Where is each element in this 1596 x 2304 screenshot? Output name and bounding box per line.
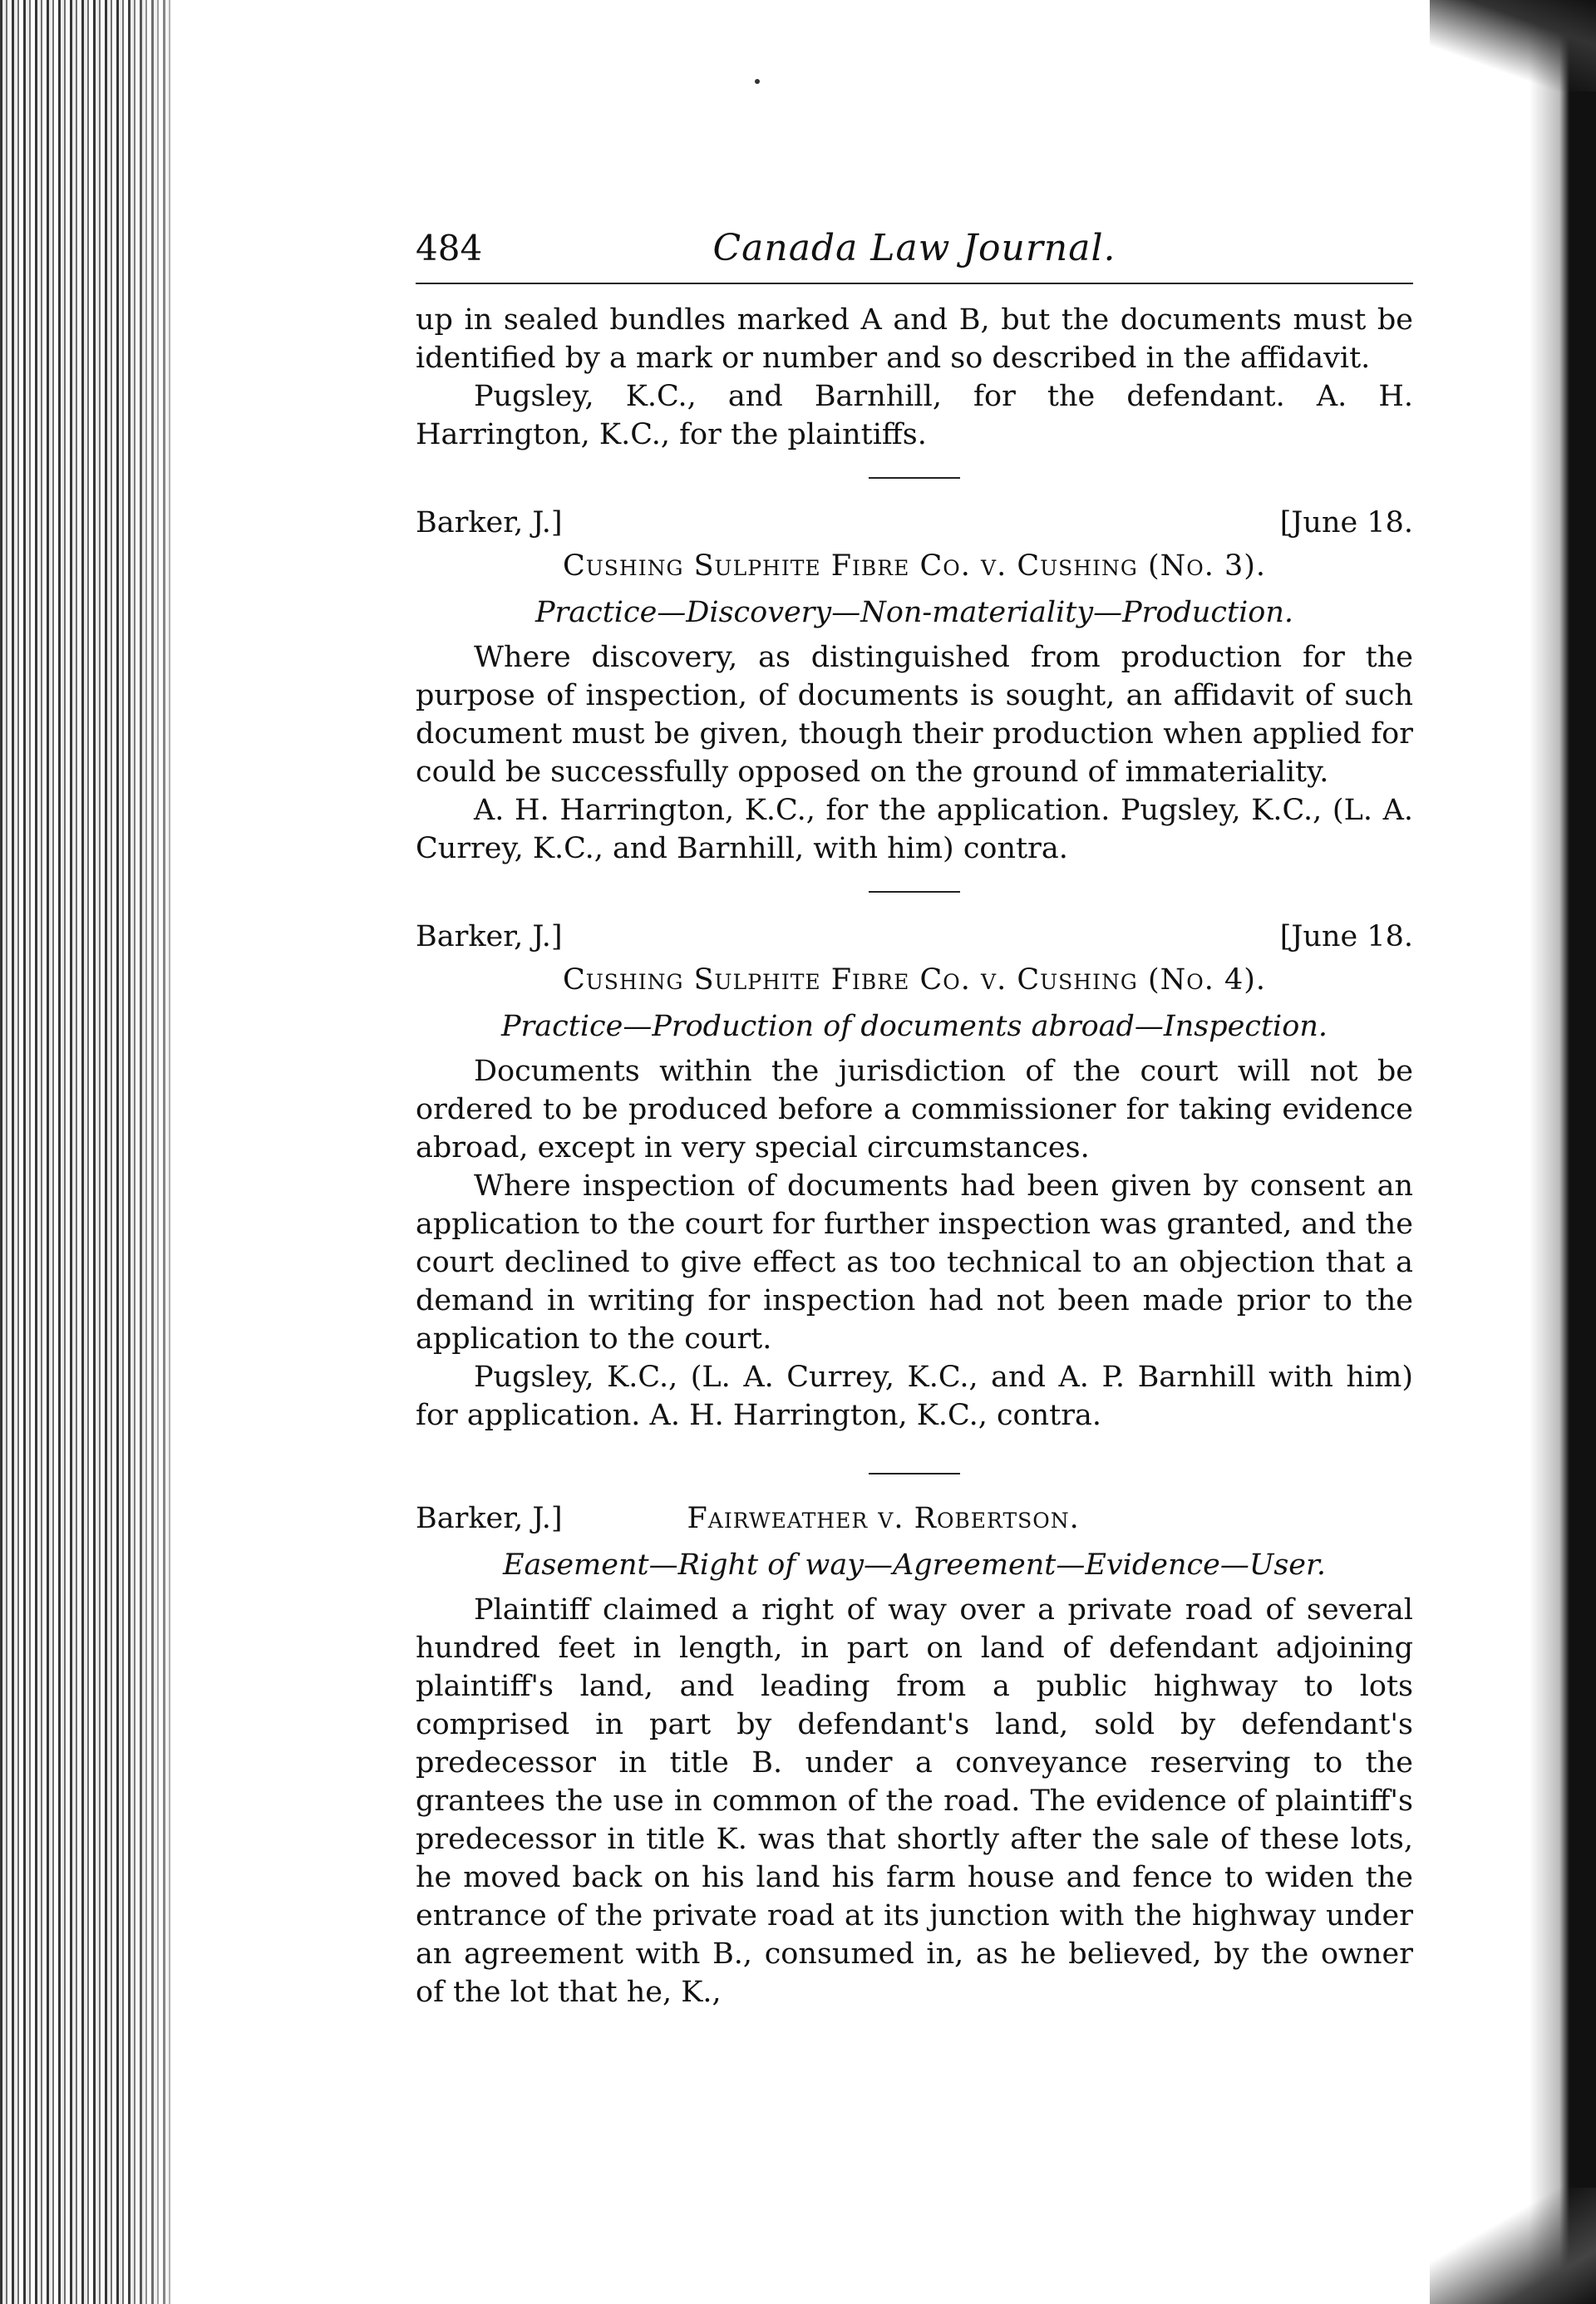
headnote-paragraph: Where inspection of documents had been given by consent an application to the court for further inspection was granted, and the court declined to give effect as too technical to an objection that a demand in writing for inspection had not been made prior to the application to the court. [416, 1169, 1413, 1356]
binding-shadow [125, 0, 224, 2304]
headnote-keywords: Easement—Right of way—Agreement—Evidence—User. [502, 1548, 1327, 1582]
judge-line [416, 918, 1413, 956]
section-rule [869, 477, 960, 479]
case-title: Cushing Sulphite Fibre Co. v. Cushing (No. 4). [562, 963, 1267, 997]
headnote-paragraph: Documents within the jurisdiction of the court will not be ordered to be produced before a commissioner for taking evidence abroad, except in very special circumstances. [416, 1055, 1413, 1164]
running-title: Canada Law Journal. [712, 227, 1116, 269]
case-title: Fairweather v. Robertson. [687, 1502, 1080, 1535]
counsel-line: Pugsley, K.C., and Barnhill, for the defendant. A. H. Harrington, K.C., for the plaintiffs. [416, 380, 1413, 451]
scan-corner-bottom-right [1430, 2188, 1596, 2304]
headnote-keywords: Practice—Production of documents abroad—Inspection. [501, 1010, 1328, 1043]
scan-corner-top-right [1430, 0, 1596, 91]
page-right-edge [1530, 0, 1596, 2304]
decision-date: [June 18. [1279, 506, 1413, 539]
headnote-paragraph: Where discovery, as distinguished from production for the purpose of inspection, of documents is sought, an affidavit of such document must be given, though their production when applied for could be successfully opposed on the ground of immateriality. [416, 641, 1413, 789]
case-report-1 [416, 504, 1413, 868]
scan-speck [755, 79, 760, 84]
headnote-keywords: Practice—Discovery—Non-materiality—Production. [534, 596, 1294, 629]
case-report-2 [416, 918, 1413, 1435]
continued-paragraph: up in sealed bundles marked A and B, but the documents must be identified by a mark or number and so described in the affidavit. [416, 303, 1413, 375]
judge-name: Barker, J.] [416, 1502, 563, 1535]
decision-date: [June 18. [1279, 920, 1413, 953]
page-body [416, 224, 1413, 2011]
section-rule [869, 891, 960, 893]
judge-name: Barker, J.] [416, 920, 563, 953]
counsel-line: A. H. Harrington, K.C., for the application. Pugsley, K.C., (L. A. Currey, K.C., and Barnhill, with him) contra. [416, 794, 1413, 865]
judge-line [416, 1499, 1413, 1538]
judge-line [416, 504, 1413, 542]
counsel-line: Pugsley, K.C., (L. A. Currey, K.C., and A. P. Barnhill with him) for application. A. H. Harrington, K.C., contra. [416, 1361, 1413, 1432]
section-rule [869, 1473, 960, 1474]
headnote-paragraph: Plaintiff claimed a right of way over a private road of several hundred feet in length, in part on land of defendant adjoining plaintiff's land, and leading from a public highway to lots comprised in part by defendant's land, sold by defendant's predecessor in title B. under a conveyance reserving to the grantees the use in common of the road. The evidence of plaintiff's predecessor in title K. was that shortly after the sale of these lots, he moved back on his land his farm house and fence to widen the entrance of the private road at its junction with the highway under an agreement with B., consumed in, as he believed, by the owner of the lot that he, K., [416, 1593, 1413, 2009]
case-report-3 [416, 1499, 1413, 2011]
case-title: Cushing Sulphite Fibre Co. v. Cushing (No. 3). [562, 549, 1267, 583]
page-header [416, 224, 1413, 284]
page-number: 484 [416, 228, 483, 268]
judge-name: Barker, J.] [416, 506, 563, 539]
